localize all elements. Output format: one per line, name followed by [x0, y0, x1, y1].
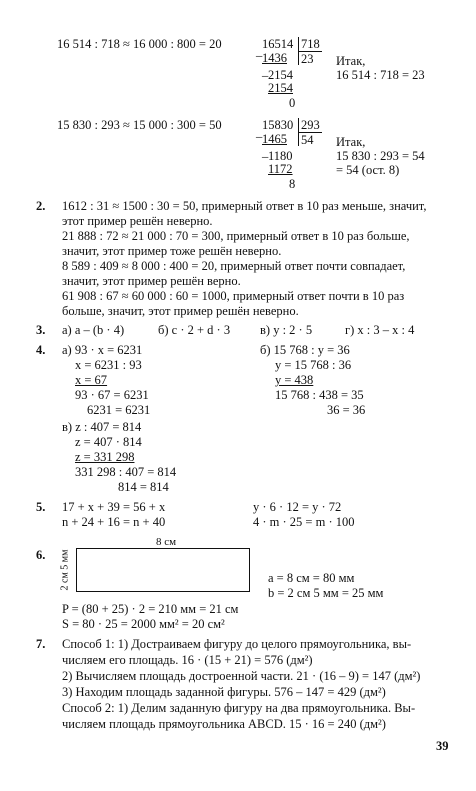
task3-c: в) y : 2 · 5	[260, 323, 313, 337]
task4-c-line: z = 331 298	[75, 450, 135, 464]
div-a-divisor: 718	[301, 37, 320, 51]
div-a-sub2: 2154	[268, 81, 293, 95]
task2-line: 61 908 : 67 ≈ 60 000 : 60 = 1000, примерный ответ почти в 10 раз	[62, 289, 405, 303]
result-a: 16 514 : 718 = 23	[336, 68, 425, 82]
div-b-quotient: 54	[301, 133, 314, 147]
minus-sign: _	[256, 44, 263, 58]
task4-b-line: б) 15 768 : y = 36	[260, 343, 350, 357]
minus-sign: _	[262, 64, 269, 78]
task6-b: b = 2 см 5 мм = 25 мм	[268, 586, 384, 600]
task-number: 2.	[36, 199, 46, 213]
task5-right-2: 4 · m · 25 = m · 100	[253, 515, 355, 529]
div-a-dividend: 16514	[262, 37, 294, 51]
task6-a: a = 8 см = 80 мм	[268, 571, 355, 585]
task7-line: 3) Находим площадь заданной фигуры. 576 – 147 = 429 (дм²)	[62, 685, 386, 699]
task3-a: а) a – (b · 4)	[62, 323, 125, 337]
rect-height-label-wrap	[58, 548, 72, 592]
task2-line: 21 888 : 72 ≈ 21 000 : 70 = 300, примерный ответ в 10 раз больше,	[62, 229, 410, 243]
task6-perimeter: P = (80 + 25) · 2 = 210 мм = 21 см	[62, 602, 239, 616]
task5-left-1: 17 + x + 39 = 56 + x	[62, 500, 166, 514]
itak-a: Итак,	[336, 54, 366, 68]
div-a-rem1: 2154	[268, 68, 293, 82]
div-b-sub2: 1172	[268, 162, 293, 176]
div-b-dividend: 15830	[262, 118, 294, 132]
div-a-sub1: 1436	[262, 51, 287, 65]
rect-width-label: 8 см	[156, 536, 177, 548]
task2-line: этот пример решён неверно.	[62, 214, 213, 228]
task-number: 7.	[36, 637, 46, 651]
task2-line: значит, этот пример тоже решён неверно.	[62, 244, 282, 258]
div-b-sub1: 1465	[262, 132, 287, 146]
task-number: 4.	[36, 343, 46, 357]
task7-line: числяем его площадь. 16 · (15 + 21) = 576 (дм²)	[62, 653, 313, 667]
task4-c-line: 331 298 : 407 = 814	[75, 465, 177, 479]
rect-height-label: 2 см 5 мм	[59, 549, 71, 591]
task4-b-line: y = 438	[275, 373, 314, 387]
task3-d: г) x : 3 – x : 4	[345, 323, 415, 337]
task7-line: Способ 1: 1) Достраиваем фигуру до целого прямоугольника, вы-	[62, 637, 412, 651]
task-number: 6.	[36, 548, 46, 562]
task4-a-line: а) 93 · x = 6231	[62, 343, 143, 357]
page-number: 39	[436, 739, 449, 753]
task-number: 5.	[36, 500, 46, 514]
task5-right-1: y · 6 · 12 = y · 72	[253, 500, 342, 514]
task2-line: 1612 : 31 ≈ 1500 : 30 = 50, примерный ответ в 10 раз меньше, значит,	[62, 199, 427, 213]
task4-c-line: в) z : 407 = 814	[62, 420, 142, 434]
task2-line: значит, этот пример решён верно.	[62, 274, 241, 288]
task5-left-2: n + 24 + 16 = n + 40	[62, 515, 166, 529]
task7-line: Способ 2: 1) Делим заданную фигуру на два прямоугольника. Вы-	[62, 701, 416, 715]
task7-line: числяем площадь прямоугольника ABCD. 15 · 16 = 240 (дм²)	[62, 717, 386, 731]
task4-c-line: z = 407 · 814	[75, 435, 142, 449]
result-b-1: 15 830 : 293 = 54	[336, 149, 425, 163]
div-b-rem1: 1180	[268, 149, 293, 163]
minus-sign: _	[262, 145, 269, 159]
estimate-a: 16 514 : 718 ≈ 16 000 : 800 = 20	[57, 37, 222, 51]
task4-b-line: 36 = 36	[327, 403, 366, 417]
result-b-2: = 54 (ост. 8)	[336, 163, 400, 177]
itak-b: Итак,	[336, 135, 366, 149]
task4-a-line: x = 67	[75, 373, 108, 387]
rectangle-figure	[76, 548, 250, 592]
div-a-remainder: 0	[289, 96, 296, 110]
task7-line: 2) Вычисляем площадь достроенной части. 21 · (16 – 9) = 147 (дм²)	[62, 669, 421, 683]
task4-b-line: y = 15 768 : 36	[275, 358, 352, 372]
task-number: 3.	[36, 323, 46, 337]
task4-a-line: 6231 = 6231	[87, 403, 151, 417]
task6-area: S = 80 · 25 = 2000 мм² = 20 см²	[62, 617, 225, 631]
div-b-divisor: 293	[301, 118, 320, 132]
task2-line: больше, значит, этот пример решён неверно.	[62, 304, 299, 318]
task4-c-line: 814 = 814	[118, 480, 169, 494]
task4-a-line: 93 · 67 = 6231	[75, 388, 149, 402]
minus-sign: _	[256, 125, 263, 139]
task3-b: б) c · 2 + d · 3	[158, 323, 231, 337]
div-b-remainder: 8	[289, 177, 296, 191]
div-a-quotient: 23	[301, 52, 314, 66]
task2-line: 8 589 : 409 ≈ 8 000 : 400 = 20, примерный ответ почти совпадает,	[62, 259, 406, 273]
estimate-b: 15 830 : 293 ≈ 15 000 : 300 = 50	[57, 118, 222, 132]
task4-b-line: 15 768 : 438 = 35	[275, 388, 364, 402]
task4-a-line: x = 6231 : 93	[75, 358, 142, 372]
